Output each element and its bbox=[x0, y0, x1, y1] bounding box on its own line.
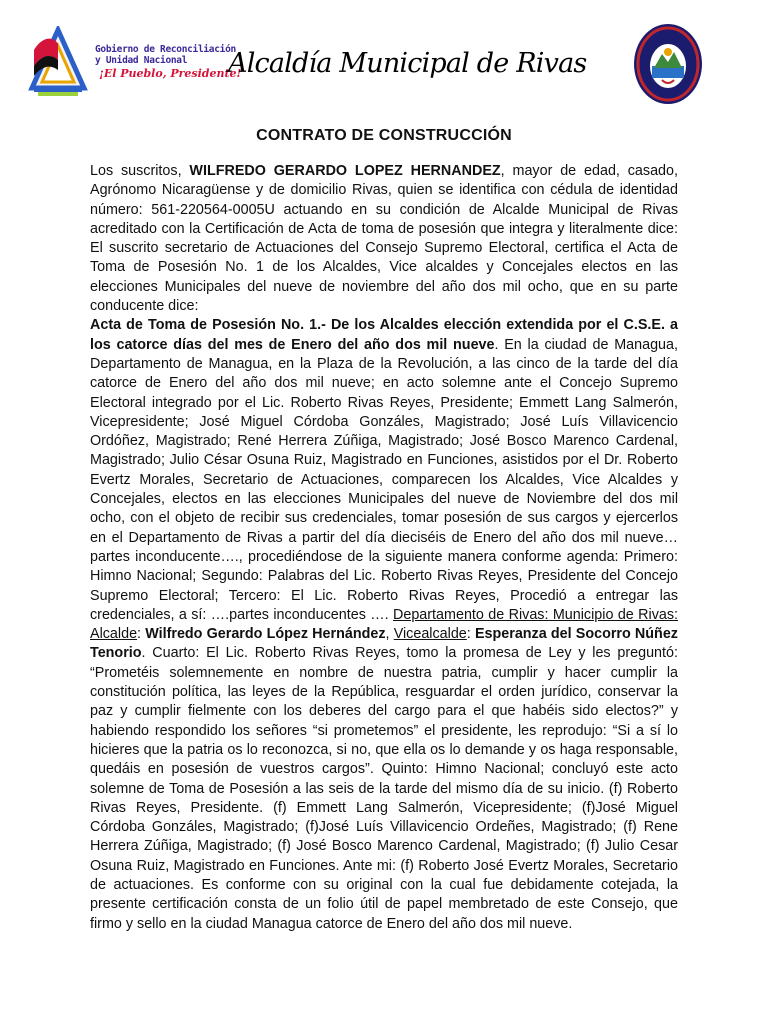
intro-text-body: , mayor de edad, casado, Agrónomo Nicaragüense y de domicilio Rivas, quien se identifica con cédula de identidad número: 561-220564-0005U actuando en su condición de Alcalde Municipal de Rivas acreditado con la Certificación de Acta de toma de posesión que integra y literalmente dice: El suscrito secretario de Actuaciones del Consejo Supremo Electoral, certifica el Acta de Toma de Posesión No. 1 de los Alcaldes, Vice alcaldes y Concejales electos en las elecciones Municipales del nueve de noviembre del año dos mil ocho, que en su parte conducente dice: bbox=[90, 163, 678, 315]
government-line-2: y Unidad Nacional bbox=[95, 55, 188, 66]
acta-body: . En la ciudad de Managua, Departamento de Managua, en la Plaza de la Revolución, a las cinco de la tarde del día catorce de Enero del año dos mil nueve; en acto solemne ante el Concejo Supremo Electoral integrado por el Lic. Roberto Rivas Reyes, Presidente; Emmett Lang Salmerón, Vicepresidente; José Miguel Córdoba Gonzáles, Magistrado; José Luís Villavicencio Ordóñez, Magistrado; René Herrera Zúñiga, Magistrado; José Bosco Marenco Cardenal, Magistrado; Julio César Osuna Ruiz, Magistrado en Funciones, asistidos por el Dr. Roberto Evertz Morales, Secretario de Actuaciones, comparecen los Alcaldes, Vice Alcaldes y Concejales, electos en las elecciones Municipales del nueve de Noviembre del dos mil ocho, con el objeto de recibir sus credenciales, tomar posesión de sus cargos y ejercerlos en el Departamento de Rivas a partir del día dieciséis de Enero del año dos mil nueve… partes inconducente…., procediéndose de la siguiente manera conforme agenda: Primero: Himno Nacional; Segundo: Palabras del Lic. Roberto Rivas Reyes, Presidente del Concejo Supremo Electoral; Tercero: El Lic. Roberto Rivas Reyes, Procedió a entregar las credenciales, a sí: ….partes inconducentes …. bbox=[90, 336, 678, 623]
paragraph-acta bbox=[90, 316, 678, 934]
government-line-1: Gobierno de Reconciliación bbox=[95, 44, 236, 55]
rivas-municipal-seal-icon bbox=[632, 22, 704, 106]
colon-1: : bbox=[137, 626, 146, 643]
acta-heading: Acta de Toma de Posesión No. 1.- De los Alcaldes elección extendida por el C.S.E. a los catorce días del mes de Enero del año dos mil nueve bbox=[90, 317, 678, 353]
comma: , bbox=[385, 626, 394, 643]
mayor-name: WILFREDO GERARDO LOPEZ HERNANDEZ bbox=[189, 163, 501, 179]
intro-text-start: Los suscritos, bbox=[90, 163, 190, 179]
municipality-title: Alcaldía Municipal de Rivas bbox=[228, 48, 587, 79]
government-slogan: ¡El Pueblo, Presidente! bbox=[99, 67, 242, 80]
letterhead bbox=[0, 0, 768, 110]
document-title: CONTRATO DE CONSTRUCCIÓN bbox=[256, 127, 512, 144]
vicealcalde-name: Esperanza del Socorro Núñez Tenorio bbox=[90, 626, 678, 662]
vicealcalde-label: Vicealcalde bbox=[393, 626, 467, 643]
acta-closing: . Cuarto: El Lic. Roberto Rivas Reyes, tomo la promesa de Ley y les preguntó: “Prometéis solemnemente en nombre de nuestra patria, cumplir y hacer cumplir la constitución política, las leyes de la República, resguardar el orden jurídico, conservar la paz y cumplir fielmente con los deberes del cargo para el que habéis sido electos?” y habiendo respondido los señores “si prometemos” el presidente, les reprodujo: “Si a sí lo hicieres que la patria os lo reconozca, si no, que ella os lo demande y os haga responsable, quedáis en posesión de vuestros cargos”. Quinto: Himno Nacional; concluyó este acto solemne de Toma de Posesión a las seis de la tarde del mismo día de su inicio. (f) Roberto Rivas Reyes, Presidente. (f) Emmett Lang Salmerón, Vicepresidente; (f)José Miguel Córdoba Gonzáles, Magistrado; (f)José Luís Villavicencio Ordeñes, Magistrado; (f) Rene Herrera Zúñiga, Magistrado; (f) José Bosco Marenco Cardenal, Magistrado; (f) Julio Cesar Osuna Ruiz, Magistrado en Funciones. Ante mi: (f) Roberto José Evertz Morales, Secretario de actuaciones. Es conforme con su original con la cual fue debidamente cotejada, la presente certificación consta de un folio útil de papel membretado de este Consejo, que firmo y sello en la ciudad Managua catorce de Enero del año dos mil nueve. bbox=[90, 645, 678, 932]
department-link-text: Departamento de Rivas: Municipio de Rivas: Alcalde bbox=[90, 606, 679, 643]
paragraph-intro bbox=[90, 162, 678, 316]
alcalde-name: Wilfredo Gerardo López Hernández bbox=[145, 626, 386, 643]
sandinista-flag-logo-icon bbox=[28, 26, 88, 98]
contract-body bbox=[90, 162, 678, 934]
government-logo-text bbox=[95, 44, 245, 80]
colon-2: : bbox=[466, 626, 475, 643]
